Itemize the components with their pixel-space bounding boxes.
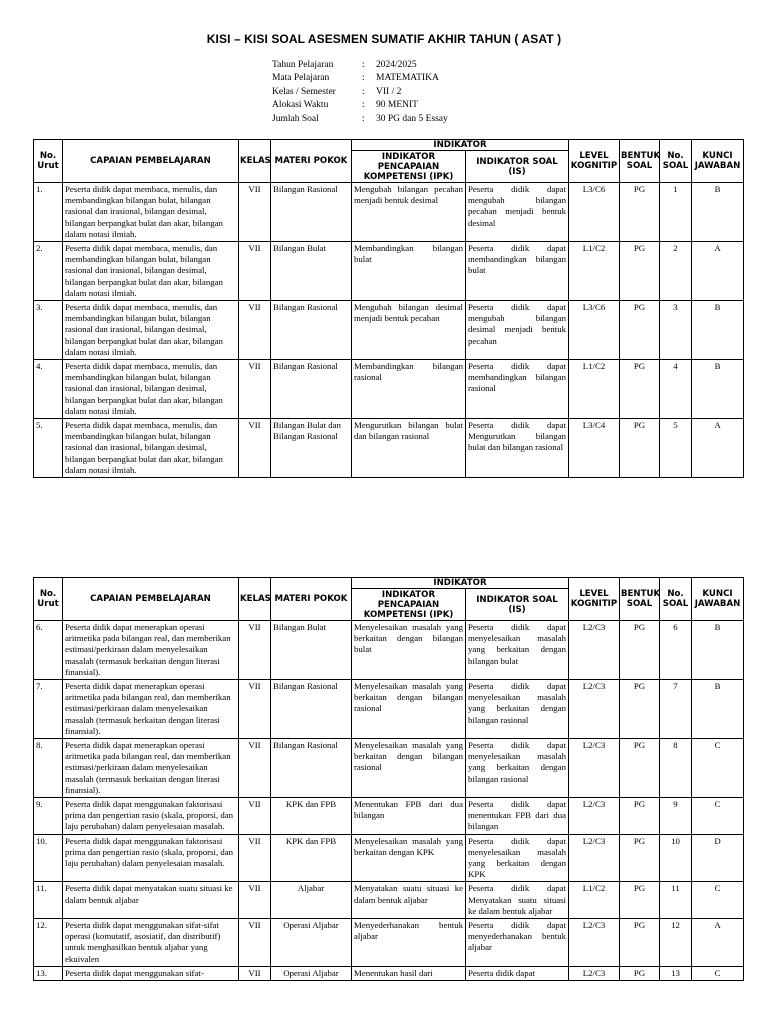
materi-cell: Bilangan Rasional [271, 183, 352, 242]
capaian-cell: Peserta didik dapat membaca, menulis, dan membandingkan bilangan bulat, bilangan rasional dan irasional, bilangan desimal, bilangan berpangkat bulat dan akar, bilangan dalam notasi ilmiah. [63, 301, 239, 360]
level-cell: L1/C2 [569, 242, 620, 301]
materi-cell: Bilangan Bulat [271, 242, 352, 301]
meta-colon: : [362, 100, 365, 111]
header-level: LEVEL KOGNITIP [569, 140, 620, 183]
header-ipk: INDIKATOR PENCAPAIAN KOMPETENSI (IPK) [352, 589, 466, 621]
kunci-cell: B [692, 621, 744, 680]
ipk-cell: Menyederhanakan bentuk aljabar [352, 919, 466, 967]
no-soal-cell: 9 [660, 798, 692, 835]
bentuk-cell: PG [620, 301, 660, 360]
kunci-cell: C [692, 798, 744, 835]
ipk-cell: Menentukan FPB dari dua bilangan [352, 798, 466, 835]
bentuk-cell: PG [620, 919, 660, 967]
table-row [34, 798, 744, 835]
kelas-cell: VII [239, 680, 271, 739]
kunci-cell: D [692, 834, 744, 882]
kunci-cell: A [692, 919, 744, 967]
kelas-cell: VII [239, 919, 271, 967]
table-row [34, 242, 744, 301]
meta-row [272, 99, 448, 112]
row-number-cell: 4. [34, 360, 63, 419]
meta-label: Jumlah Soal [272, 113, 319, 124]
indikator-soal-cell: Peserta didik dapat Mengurutkan bilangan bulat dan bilangan rasional [466, 419, 569, 478]
level-cell: L2/C3 [569, 739, 620, 798]
header-is: INDIKATOR SOAL (IS) [466, 151, 569, 183]
no-soal-cell: 11 [660, 882, 692, 919]
kelas-cell: VII [239, 966, 271, 980]
meta-colon: : [362, 73, 365, 84]
header-materi: MATERI POKOK [271, 578, 352, 621]
meta-value: 2024/2025 [376, 60, 417, 70]
kunci-cell: B [692, 301, 744, 360]
materi-cell: Bilangan Rasional [271, 301, 352, 360]
meta-label: Tahun Pelajaran [272, 60, 334, 70]
bentuk-cell: PG [620, 739, 660, 798]
header-bentuk: BENTUK SOAL [620, 578, 660, 621]
capaian-cell: Peserta didik dapat menggunakan sifat- [63, 966, 239, 980]
meta-label: Alokasi Waktu [272, 100, 329, 111]
header-indikator: INDIKATOR [352, 578, 569, 589]
kelas-cell: VII [239, 621, 271, 680]
table-row [34, 621, 744, 680]
materi-cell: KPK dan FPB [271, 834, 352, 882]
materi-cell: Bilangan Rasional [271, 680, 352, 739]
capaian-cell: Peserta didik dapat membaca, menulis, dan membandingkan bilangan bulat, bilangan rasional dan irasional, bilangan desimal, bilangan berpangkat bulat dan akar, bilangan dalam notasi ilmiah. [63, 360, 239, 419]
bentuk-cell: PG [620, 360, 660, 419]
indikator-soal-cell: Peserta didik dapat menyelesaikan masalah yang berkaitan dengan bilangan rasional [466, 680, 569, 739]
bentuk-cell: PG [620, 621, 660, 680]
table-row [34, 680, 744, 739]
document-meta [272, 59, 448, 126]
indikator-soal-cell: Peserta didik dapat menyederhanakan bentuk aljabar [466, 919, 569, 967]
no-soal-cell: 10 [660, 834, 692, 882]
indikator-soal-cell: Peserta didik dapat mengubah bilangan desimal menjadi bentuk pecahan [466, 301, 569, 360]
kunci-cell: A [692, 242, 744, 301]
table-row [34, 919, 744, 967]
ipk-cell: Menyelesaikan masalah yang berkaitan dengan bilangan rasional [352, 680, 466, 739]
no-soal-cell: 3 [660, 301, 692, 360]
materi-cell: Aljabar [271, 882, 352, 919]
kunci-cell: B [692, 360, 744, 419]
meta-value: MATEMATIKA [376, 73, 439, 84]
level-cell: L3/C6 [569, 301, 620, 360]
header-kunci: KUNCI JAWABAN [692, 578, 744, 621]
kisi-table-2 [33, 577, 744, 981]
header-kunci: KUNCI JAWABAN [692, 140, 744, 183]
kisi-table-1 [33, 139, 744, 478]
table-row [34, 183, 744, 242]
meta-colon: : [362, 86, 365, 97]
bentuk-cell: PG [620, 242, 660, 301]
indikator-soal-cell: Peserta didik dapat [466, 966, 569, 980]
capaian-cell: Peserta didik dapat membaca, menulis, dan membandingkan bilangan bulat, bilangan rasional dan irasional, bilangan desimal, bilangan berpangkat bulat dan akar, bilangan dalam notasi ilmiah. [63, 242, 239, 301]
level-cell: L3/C6 [569, 183, 620, 242]
ipk-cell: Membandingkan bilangan bulat [352, 242, 466, 301]
table-row [34, 301, 744, 360]
kunci-cell: C [692, 882, 744, 919]
capaian-cell: Peserta didik dapat menerapkan operasi aritmetika pada bilangan real, dan memberikan estimasi/perkiraan dalam menyelesaikan masalah (termasuk berkaitan dengan literasi finansial). [63, 680, 239, 739]
capaian-cell: Peserta didik dapat menyatakan suatu situasi ke dalam bentuk aljabar [63, 882, 239, 919]
header-kelas: KELAS [239, 578, 271, 621]
kelas-cell: VII [239, 183, 271, 242]
bentuk-cell: PG [620, 798, 660, 835]
level-cell: L2/C3 [569, 680, 620, 739]
document-title: KISI – KISI SOAL ASESMEN SUMATIF AKHIR TAHUN ( ASAT ) [206, 32, 562, 46]
indikator-soal-cell: Peserta didik dapat menyelesaikan masalah yang berkaitan dengan bilangan rasional [466, 739, 569, 798]
row-number-cell: 11. [34, 882, 63, 919]
kelas-cell: VII [239, 242, 271, 301]
header-capaian: CAPAIAN PEMBELAJARAN [63, 578, 239, 621]
header-no-soal: No. SOAL [660, 578, 692, 621]
table-row [34, 882, 744, 919]
capaian-cell: Peserta didik dapat menerapkan operasi aritmetika pada bilangan real, dan memberikan estimasi/perkiraan dalam menyelesaikan masalah (termasuk berkaitan dengan literasi finansial). [63, 621, 239, 680]
ipk-cell: Mengubah bilangan pecahan menjadi bentuk desimal [352, 183, 466, 242]
bentuk-cell: PG [620, 882, 660, 919]
capaian-cell: Peserta didik dapat membaca, menulis, dan membandingkan bilangan bulat, bilangan rasional dan irasional, bilangan desimal, bilangan berpangkat bulat dan akar, bilangan dalam notasi ilmiah. [63, 419, 239, 478]
table-row [34, 739, 744, 798]
meta-row [272, 113, 448, 126]
materi-cell: Bilangan Bulat [271, 621, 352, 680]
no-soal-cell: 1 [660, 183, 692, 242]
ipk-cell: Mengurutkan bilangan bulat dan bilangan rasional [352, 419, 466, 478]
materi-cell: Bilangan Rasional [271, 360, 352, 419]
ipk-cell: Membandingkan bilangan rasional [352, 360, 466, 419]
bentuk-cell: PG [620, 680, 660, 739]
row-number-cell: 9. [34, 798, 63, 835]
no-soal-cell: 2 [660, 242, 692, 301]
meta-value: 90 MENIT [376, 100, 418, 111]
ipk-cell: Menyelesaikan masalah yang berkaitan dengan bilangan rasional [352, 739, 466, 798]
bentuk-cell: PG [620, 183, 660, 242]
bentuk-cell: PG [620, 834, 660, 882]
no-soal-cell: 7 [660, 680, 692, 739]
materi-cell: Operasi Aljabar [271, 966, 352, 980]
bentuk-cell: PG [620, 419, 660, 478]
indikator-soal-cell: Peserta didik dapat membandingkan bilangan rasional [466, 360, 569, 419]
level-cell: L1/C2 [569, 360, 620, 419]
kelas-cell: VII [239, 739, 271, 798]
row-number-cell: 8. [34, 739, 63, 798]
row-number-cell: 5. [34, 419, 63, 478]
level-cell: L2/C3 [569, 798, 620, 835]
kunci-cell: C [692, 739, 744, 798]
no-soal-cell: 13 [660, 966, 692, 980]
ipk-cell: Menyelesaikan masalah yang berkaitan dengan bilangan bulat [352, 621, 466, 680]
meta-label: Mata Pelajaran [272, 73, 330, 84]
ipk-cell: Mengubah bilangan desimal menjadi bentuk pecahan [352, 301, 466, 360]
row-number-cell: 6. [34, 621, 63, 680]
no-soal-cell: 5 [660, 419, 692, 478]
row-number-cell: 2. [34, 242, 63, 301]
ipk-cell: Menentukan hasil dari [352, 966, 466, 980]
meta-row [272, 72, 448, 85]
kunci-cell: B [692, 183, 744, 242]
header-indikator: INDIKATOR [352, 140, 569, 151]
row-number-cell: 10. [34, 834, 63, 882]
meta-colon: : [362, 113, 365, 124]
meta-row [272, 86, 448, 99]
indikator-soal-cell: Peserta didik dapat membandingkan bilangan bulat [466, 242, 569, 301]
header-no: No. Urut [34, 578, 63, 621]
header-level: LEVEL KOGNITIP [569, 578, 620, 621]
meta-label: Kelas / Semester [272, 86, 336, 97]
meta-colon: : [362, 60, 365, 70]
header-kelas: KELAS [239, 140, 271, 183]
no-soal-cell: 6 [660, 621, 692, 680]
level-cell: L1/C2 [569, 882, 620, 919]
kunci-cell: A [692, 419, 744, 478]
capaian-cell: Peserta didik dapat menggunakan sifat-sifat operasi (komutatif, asosiatif, dan distributif) untuk menghasilkan bentuk aljabar yang ekuivalen [63, 919, 239, 967]
indikator-soal-cell: Peserta didik dapat Menyatakan suatu situasi ke dalam bentuk aljabar [466, 882, 569, 919]
ipk-cell: Menyatakan suatu situasi ke dalam bentuk aljabar [352, 882, 466, 919]
capaian-cell: Peserta didik dapat menggunakan faktorisasi prima dan pengertian rasio (skala, proporsi, dan laju perubahan) dalam penyelesaian masalah. [63, 834, 239, 882]
header-is: INDIKATOR SOAL (IS) [466, 589, 569, 621]
kelas-cell: VII [239, 360, 271, 419]
no-soal-cell: 4 [660, 360, 692, 419]
kunci-cell: C [692, 966, 744, 980]
meta-row [272, 59, 448, 72]
materi-cell: Bilangan Rasional [271, 739, 352, 798]
row-number-cell: 1. [34, 183, 63, 242]
kunci-cell: B [692, 680, 744, 739]
kelas-cell: VII [239, 301, 271, 360]
capaian-cell: Peserta didik dapat menerapkan operasi aritmetika pada bilangan real, dan memberikan estimasi/perkiraan dalam menyelesaikan masalah (termasuk berkaitan dengan literasi finansial). [63, 739, 239, 798]
kelas-cell: VII [239, 834, 271, 882]
ipk-cell: Menyelesaikan masalah yang berkaitan dengan KPK [352, 834, 466, 882]
row-number-cell: 12. [34, 919, 63, 967]
kelas-cell: VII [239, 798, 271, 835]
level-cell: L2/C3 [569, 621, 620, 680]
table-row [34, 360, 744, 419]
table-row [34, 966, 744, 980]
meta-value: 30 PG dan 5 Essay [376, 113, 448, 124]
no-soal-cell: 12 [660, 919, 692, 967]
capaian-cell: Peserta didik dapat menggunakan faktorisasi prima dan pengertian rasio (skala, proporsi, dan laju perubahan) dalam penyelesaian masalah. [63, 798, 239, 835]
level-cell: L2/C3 [569, 919, 620, 967]
header-ipk: INDIKATOR PENCAPAIAN KOMPETENSI (IPK) [352, 151, 466, 183]
row-number-cell: 13. [34, 966, 63, 980]
capaian-cell: Peserta didik dapat membaca, menulis, dan membandingkan bilangan bulat, bilangan rasional dan irasional, bilangan desimal, bilangan berpangkat bulat dan akar, bilangan dalam notasi ilmiah. [63, 183, 239, 242]
kelas-cell: VII [239, 419, 271, 478]
no-soal-cell: 8 [660, 739, 692, 798]
indikator-soal-cell: Peserta didik dapat mengubah bilangan pecahan menjadi bentuk desimal [466, 183, 569, 242]
row-number-cell: 7. [34, 680, 63, 739]
indikator-soal-cell: Peserta didik dapat menyelesaikan masalah yang berkaitan dengan KPK [466, 834, 569, 882]
meta-value: VII / 2 [376, 86, 402, 97]
materi-cell: KPK dan FPB [271, 798, 352, 835]
materi-cell: Bilangan Bulat dan Bilangan Rasional [271, 419, 352, 478]
indikator-soal-cell: Peserta didik dapat menentukan FPB dari dua bilangan [466, 798, 569, 835]
kelas-cell: VII [239, 882, 271, 919]
row-number-cell: 3. [34, 301, 63, 360]
header-materi: MATERI POKOK [271, 140, 352, 183]
bentuk-cell: PG [620, 966, 660, 980]
level-cell: L2/C3 [569, 834, 620, 882]
header-capaian: CAPAIAN PEMBELAJARAN [63, 140, 239, 183]
table-row [34, 419, 744, 478]
level-cell: L3/C4 [569, 419, 620, 478]
indikator-soal-cell: Peserta didik dapat menyelesaikan masalah yang berkaitan dengan bilangan bulat [466, 621, 569, 680]
level-cell: L2/C3 [569, 966, 620, 980]
materi-cell: Operasi Aljabar [271, 919, 352, 967]
header-no: No. Urut [34, 140, 63, 183]
header-bentuk: BENTUK SOAL [620, 140, 660, 183]
header-no-soal: No. SOAL [660, 140, 692, 183]
table-row [34, 834, 744, 882]
